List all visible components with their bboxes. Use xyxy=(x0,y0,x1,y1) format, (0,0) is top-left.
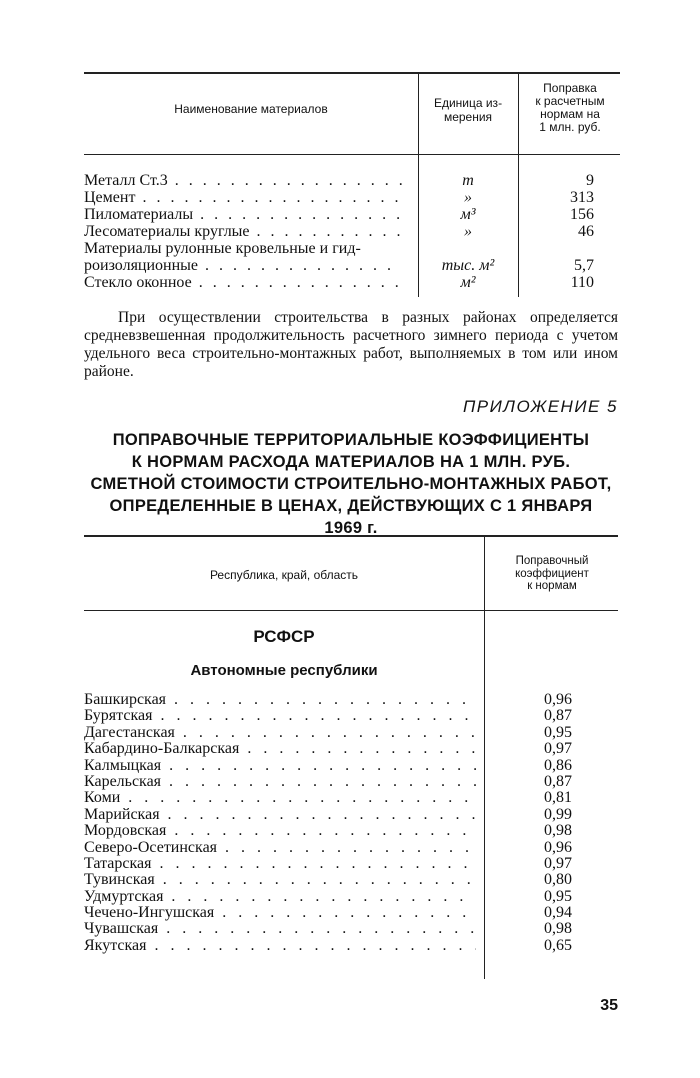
material-name: Цемент . . . xyxy=(84,189,402,206)
region-coefficient: 0,95 xyxy=(544,887,572,905)
region-name: Кабардино-Балкарская . . . xyxy=(84,741,476,757)
region-name: Башкирская . . . xyxy=(84,692,476,708)
table-row xyxy=(84,741,618,757)
material-unit: тыс. м² xyxy=(441,257,495,274)
region-coefficient: 0,94 xyxy=(544,904,572,922)
region-coefficient: 0,87 xyxy=(544,707,572,725)
material-name: роизоляционные . . . xyxy=(84,257,402,274)
table-row xyxy=(84,807,618,823)
region-name: Якутская . . . xyxy=(84,938,476,954)
title-line: ПОПРАВОЧНЫЕ ТЕРРИТОРИАЛЬНЫЕ КОЭФФИЦИЕНТЫ xyxy=(112,431,590,449)
table-row xyxy=(84,856,618,872)
material-correction: 156 xyxy=(570,206,594,223)
region-coefficient: 0,97 xyxy=(544,854,572,872)
materials-table xyxy=(84,72,620,297)
materials-rows xyxy=(84,172,620,291)
region-name: Калмыцкая . . . xyxy=(84,758,476,774)
column-header-correction: Поправка к расчетным нормам на 1 млн. руб. xyxy=(535,81,605,134)
region-name: Северо-Осетинская . . . xyxy=(84,840,476,856)
column-header-material: Наименование материалов xyxy=(174,102,328,116)
table-row xyxy=(84,790,618,806)
material-name: Стекло оконное . . . xyxy=(84,274,402,291)
coefficient-rows xyxy=(84,692,618,954)
table-row xyxy=(84,889,618,905)
material-name: Пиломатериалы . . . xyxy=(84,206,402,223)
region-name: Марийская . . . xyxy=(84,807,476,823)
table-row xyxy=(84,725,618,741)
region-coefficient: 0,95 xyxy=(544,723,572,741)
region-coefficient: 0,81 xyxy=(544,789,572,807)
table-row xyxy=(84,172,620,189)
material-unit: » xyxy=(464,189,472,206)
region-name: Мордовская . . . xyxy=(84,823,476,839)
region-coefficient: 0,97 xyxy=(544,740,572,758)
region-name: Карельская . . . xyxy=(84,774,476,790)
region-name: Чувашская . . . xyxy=(84,921,476,937)
title-line: СМЕТНОЙ СТОИМОСТИ СТРОИТЕЛЬНО-МОНТАЖНЫХ РАБОТ, xyxy=(90,475,612,493)
table-row xyxy=(84,921,618,937)
region-name: Удмуртская . . . xyxy=(84,889,476,905)
table-row xyxy=(84,257,620,274)
table-row xyxy=(84,692,618,708)
material-correction: 5,7 xyxy=(574,257,594,274)
page-number: 35 xyxy=(600,997,618,1014)
table-row xyxy=(84,708,618,724)
table-row xyxy=(84,823,618,839)
table-row xyxy=(84,774,618,790)
title-line: К НОРМАМ РАСХОДА МАТЕРИАЛОВ НА 1 МЛН. РУБ. xyxy=(131,453,571,471)
table-row xyxy=(84,840,618,856)
region-name: Татарская . . . xyxy=(84,856,476,872)
region-name: Коми . . . xyxy=(84,790,476,806)
column-header-region: Республика, край, область xyxy=(209,568,359,582)
table-top-rule xyxy=(84,535,618,537)
region-coefficient: 0,87 xyxy=(544,772,572,790)
region-name: Бурятская . . . xyxy=(84,708,476,724)
material-unit: м³ xyxy=(460,206,476,223)
table-row xyxy=(84,872,618,888)
material-correction: 9 xyxy=(586,172,594,189)
table-row xyxy=(84,938,618,954)
material-correction: 110 xyxy=(570,274,594,291)
table-row xyxy=(84,223,620,240)
region-name: Чечено-Ингушская . . . xyxy=(84,905,476,921)
column-header-unit: Единица из- мерения xyxy=(433,96,503,124)
table-header-rule xyxy=(84,610,618,611)
table-row xyxy=(84,240,620,257)
material-name: Материалы рулонные кровельные и гид- xyxy=(84,240,361,257)
table-row xyxy=(84,206,620,223)
region-name: Тувинская . . . xyxy=(84,872,476,888)
subsection-heading: Автономные республики xyxy=(190,662,378,679)
region-coefficient: 0,86 xyxy=(544,756,572,774)
appendix-title xyxy=(84,429,618,539)
region-coefficient: 0,65 xyxy=(544,936,572,954)
table-row xyxy=(84,189,620,206)
appendix-label: ПРИЛОЖЕНИЕ 5 xyxy=(462,397,618,416)
section-heading: РСФСР xyxy=(253,627,315,646)
material-correction: 46 xyxy=(578,223,594,240)
region-name: Дагестанская . . . xyxy=(84,725,476,741)
region-coefficient: 0,96 xyxy=(544,838,572,856)
region-coefficient: 0,99 xyxy=(544,805,572,823)
material-name: Лесоматериалы круглые . . . xyxy=(84,223,402,240)
coefficients-table xyxy=(84,535,618,990)
body-paragraph: При осуществлении строительства в разных районах определяется средневзвешенная продолжительность расчетного зимнего периода с учетом удельного веса строительно-монтажных работ, выполняемых в том или ином районе. xyxy=(84,309,618,380)
region-coefficient: 0,80 xyxy=(544,871,572,889)
title-line: 1969 г. xyxy=(324,519,378,537)
material-name: Металл Ст.3 . . . xyxy=(84,172,402,189)
material-unit: т xyxy=(462,172,474,189)
table-row xyxy=(84,274,620,291)
region-coefficient: 0,98 xyxy=(544,822,572,840)
title-line: ОПРЕДЕЛЕННЫЕ В ЦЕНАХ, ДЕЙСТВУЮЩИХ С 1 ЯНВАРЯ xyxy=(109,497,593,515)
table-header-rule xyxy=(84,154,620,155)
region-coefficient: 0,98 xyxy=(544,920,572,938)
material-correction: 313 xyxy=(570,189,594,206)
material-unit: » xyxy=(464,223,472,240)
table-top-rule xyxy=(84,72,620,74)
column-header-coefficient: Поправочный коэффициент к нормам xyxy=(515,555,589,592)
region-coefficient: 0,96 xyxy=(544,691,572,708)
material-unit: м² xyxy=(460,274,476,291)
table-row xyxy=(84,905,618,921)
table-row xyxy=(84,758,618,774)
